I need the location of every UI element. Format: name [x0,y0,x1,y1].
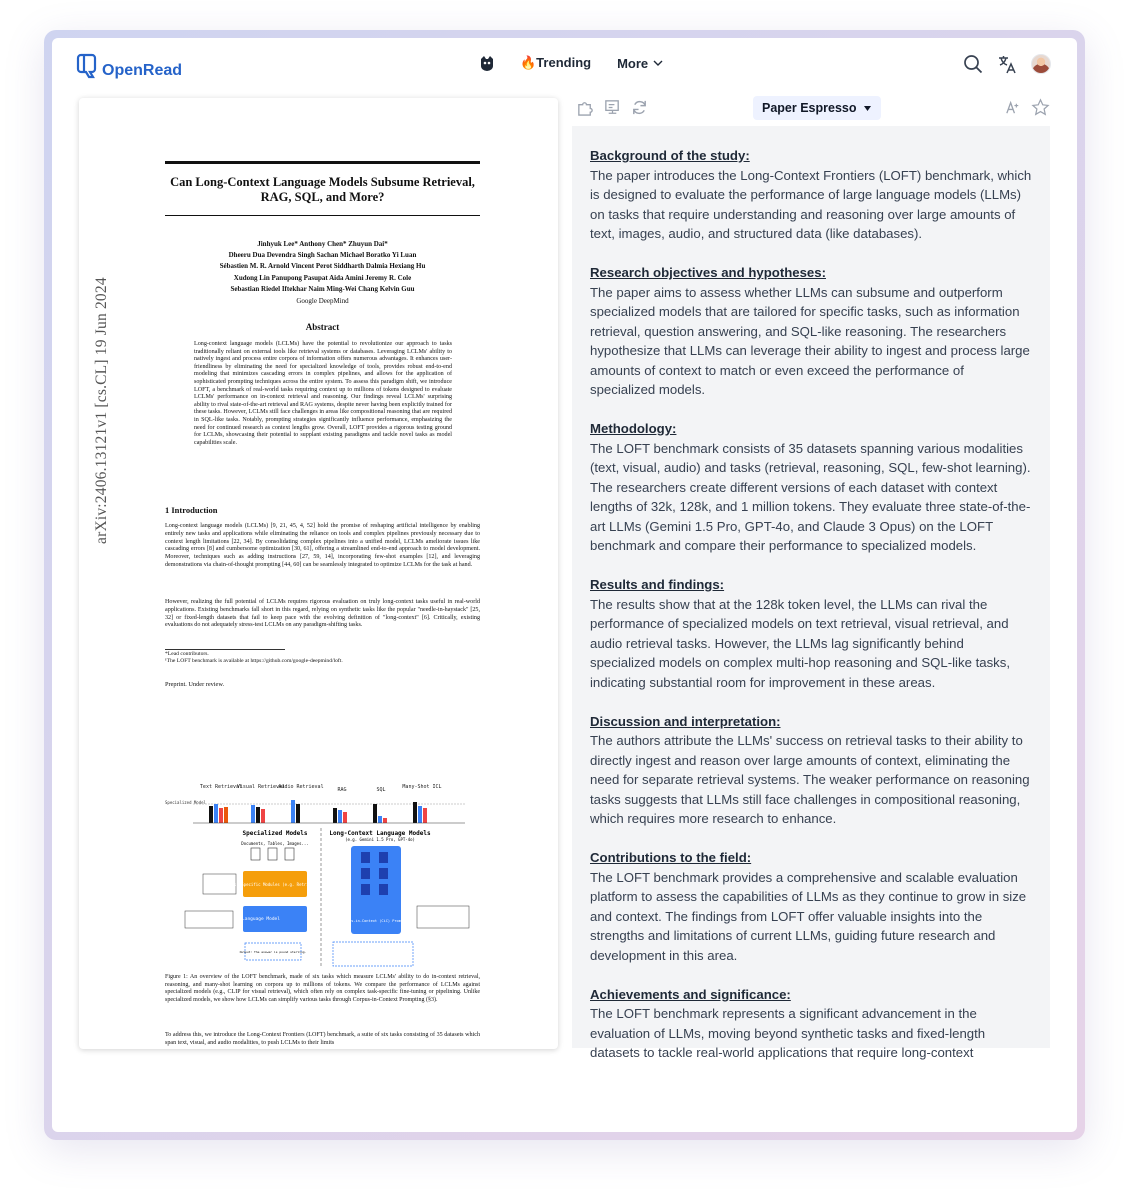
paper-title: Can Long-Context Language Models Subsume Retrieval, RAG, SQL, and More? [170,175,475,204]
abstract-text: Long-context language models (LCLMs) have the potential to revolutionize our approach to tasks traditionally reliant on external tools like retrieval systems or databases. Leveraging LCLMs' ability to natively ingest and process entire corpora of information offers numerous advantages. It enhances user-friendliness by eliminating the need for specialized knowledge of tools, provides robust end-to-end modeling that minimizes cascading errors in complex pipelines, and allows for the application of sophisticated prompting techniques across the entire system. To assess this paradigm shift, we introduce LOFT, a benchmark of real-world tasks requiring context up to millions of tokens designed to evaluate LCLMs' performance on in-context retrieval and reasoning. Our findings reveal LCLMs' surprising ability to rival state-of-the-art retrieval and RAG systems, despite never having been explicitly trained for these tasks. However, LCLMs still face challenges in areas like compositional reasoning that are required in SQL-like tasks. Notably, prompting strategies significantly influence performance, emphasizing the need for continued research as context lengths grow. Overall, LOFT provides a rigorous testing ground for LCLMs, showcasing their potential to supplant existing paradigms and tackle novel tasks as model capabilities scale. [194,341,452,446]
figure-1 [165,778,480,968]
summary-mode-select[interactable] [753,96,881,120]
summary-section-heading: Background of the study: [590,148,750,163]
figure-group-label: Many-Shot ICL [402,784,442,790]
chevron-down-icon [651,56,665,70]
paper-authors [165,239,480,295]
translate-icon[interactable] [997,54,1017,74]
figure-group-label: Text Retrieval [199,784,243,790]
mascot-icon [478,54,496,72]
summary-section-heading: Results and findings: [590,577,725,592]
footnote: ¹The LOFT benchmark is available at https://github.com/google-deepmind/loft. [165,658,343,664]
nav-home-mascot[interactable] [478,54,496,72]
header-actions [963,54,1051,74]
toolbar-left-actions [576,98,649,117]
summary-section-body: The paper introduces the Long-Context Frontiers (LOFT) benchmark, which is designed to evaluate the performance of large language models (LLMs) on tasks that require understanding and reasoning over large amounts of text, images, audio, and structured data (like databases). [590,167,1032,241]
figure-right-title: Long-Context Language Models [329,830,431,837]
paper-affiliation: Google DeepMind [296,297,349,305]
summary-section [590,419,1032,556]
search-icon[interactable] [963,54,983,74]
summary-section-heading: Discussion and interpretation: [590,713,781,729]
figure-docs-label: Documents, Tables, Images... [241,841,309,846]
nav-more-label: More [617,55,649,71]
body-paragraph: To address this, we introduce the Long-Context Frontiers (LOFT) benchmark, a suite of six tasks consisting of 35 datasets which span text, visual, and audio modalities, to push LCLMs to their limits [165,1032,480,1046]
figure-cic-label: Corpus-in-Context (CiC) Prompting [340,919,412,923]
author-line: Sébastien M. R. Arnold Vincent Perot Siddharth Dalmia Hexiang Hu [219,262,426,271]
summary-section-body: The LOFT benchmark represents a significant advancement in the evaluation of LLMs, moving beyond synthetic tasks and fixed-length datasets to tackle real-world applications that require long-context [590,1006,986,1060]
summary-section [590,985,1032,1063]
figure-output-left: Output: The answer is pound sterling. [239,950,307,954]
summary-section-body: The results show that at the 128k token level, the LLMs can rival the performance of specialized models on text retrieval, visual retrieval, and audio retrieval tasks. However, the LLMs lag significantly behind specialized models on complex multi-hop reasoning and SQL-like tasks, indicating substantial room for improvement in these areas. [590,596,1011,690]
summary-section-heading: Achievements and significance: [590,986,791,1002]
figure-group-label: Visual Retrieval [236,784,286,790]
openread-logo[interactable] [78,52,182,80]
puzzle-icon[interactable] [576,98,595,117]
summary-section [590,575,1032,692]
figure-group-label: RAG [337,787,347,793]
presentation-icon[interactable] [603,98,622,117]
summary-section [590,263,1032,400]
footnote-rule [165,649,285,650]
author-line: Xudong Lin Panupong Pasupat Aida Amini Jeremy R. Cole [233,273,412,282]
figure-group-label: Audio Retrieval [278,784,324,790]
summary-section-body: The paper aims to assess whether LLMs can subsume and outperform specialized models that are tailored for specific tasks, such as information retrieval, question answering, and SQL-like reasoning. The researchers hypothesize that LLMs can leverage their ability to ingest and process large amounts of context to match or even exceed the performance of specialized models. [590,284,1030,397]
figure-bars [209,800,427,823]
summary-panel[interactable] [572,126,1050,1060]
main-nav [478,54,665,72]
app-name: OpenRead [102,62,183,79]
figure-group-label: SQL [376,787,386,793]
summary-section [590,712,1032,829]
summary-section-body: The LOFT benchmark consists of 35 datasets spanning various modalities (text, visual, audio) and tasks (retrieval, reasoning, SQL, few-shot learning). The researchers create different versions of each dataset with context lengths of 32k, 128k, and 1 million tokens. They evaluate three state-of-the-art LLMs (Gemini 1.5 Pro, GPT-4o, and Claude 3 Opus) on the LOFT benchmark and compare their performance to specialized models. [590,440,1031,553]
summary-section-heading: Contributions to the field: [590,850,752,865]
abstract-heading: Abstract [305,322,340,332]
author-line: Dheeru Dua Devendra Singh Sachan Michael Boratko Yi Luan [228,251,417,260]
pdf-viewer[interactable] [79,98,558,1049]
refresh-icon[interactable] [630,98,649,117]
figure-lm-label: Language Model [242,917,280,922]
summary-section [590,146,1032,244]
app-window [52,38,1077,1132]
footnotes [165,651,480,665]
figure-retriever-label: Task-Specific Modules (e.g. Retriever) [229,882,321,887]
summary-section [590,848,1032,965]
summary-section-heading: Methodology: [590,421,677,436]
star-icon[interactable] [1031,98,1050,117]
openread-logo-icon [78,53,98,79]
summary-toolbar [572,96,1050,124]
summary-section-body: The LOFT benchmark provides a comprehensive and scalable evaluation platform to assess the capabilities of LLMs as they continue to grow in size and context. The findings from LOFT offer valuable insights into the strengths and limitations of current LLMs, guiding future research and development in this area. [590,869,1027,963]
summary-section-heading: Research objectives and hypotheses: [590,265,826,280]
intro-paragraph-2: However, realizing the full potential of LCLMs requires rigorous evaluation on truly long-context tasks useful in real-world applications. Existing benchmarks fall short in this regard, relying on synthetic tasks like the popular "needle-in-haystack" [25, 32] or fixed-length datasets that fail to keep pace with the evolving definition of "long-context" [6]. Critically, existing evaluations do not adequately stress-test LCLMs on any paradigm-shifting tasks. [165,599,480,629]
nav-more[interactable] [617,56,665,71]
top-header [52,38,1077,96]
nav-trending[interactable]: 🔥Trending [520,55,592,70]
figure-legend-label: Specialized Model [165,800,206,805]
arxiv-identifier: arXiv:2406.13121v1 [cs.CL] 19 Jun 2024 [93,277,110,544]
section-heading: 1 Introduction [165,505,218,515]
author-line: Sebastian Riedel Iftekhar Naim Ming-Wei Chang Kelvin Guu [230,284,415,293]
title-rule-top [165,161,480,164]
preprint-note: Preprint. Under review. [165,681,225,688]
figure-caption: Figure 1: An overview of the LOFT benchmark, made of six tasks which measure LCLMs' ability to do in-context retrieval, reasoning, and many-shot learning on corpora up to millions of tokens. We compare the performance of LCLMs against specialized models (e.g., CLIP for visual retrieval), which often rely on complex task-specific fine-tuning or pipelining. Unlike specialized models, we show how LCLMs can simplify various tasks through Corpus-in-Context Prompting (§3). [165,974,480,1003]
figure-right-subtitle: (e.g. Gemini 1.5 Pro, GPT-4o) [345,837,415,842]
summary-section-body: The authors attribute the LLMs' success on retrieval tasks to their ability to directly ingest and reason over large amounts of context, eliminating the need for separate retrieval systems. The weaker performance on reasoning tasks suggests that LLMs still face challenges in compositional reasoning, which requires more research to enhance. [590,733,1030,826]
toolbar-right-actions [1004,98,1050,117]
title-rule-bottom [165,215,480,216]
intro-paragraph-1: Long-context language models (LCLMs) [9, 21, 45, 4, 52] hold the promise of reshaping artificial intelligence by enabling entirely new tasks and applications while eliminating the reliance on tools and complex pipelines previously necessary due to context length limitations [22, 34]. By consolidating complex pipelines into a unified model, LCLMs ameliorate issues like cascading errors [8] and cumbersome optimization [30, 61], offering a streamlined end-to-end approach to model development. Moreover, techniques such as adding instructions [27, 59, 14], incorporating few-shot examples [12], and leveraging demonstrations via chain-of-thought prompting [44, 60] can be seamlessly integrated to optimize LCLMs for the task at hand. [165,523,480,568]
font-size-icon[interactable] [1004,98,1023,117]
user-avatar[interactable] [1031,54,1051,74]
summary-mode-label: Paper Espresso [762,101,857,115]
caret-down-icon [863,104,872,113]
figure-left-title: Specialized Models [242,830,308,837]
footnote: *Lead contributors. [165,651,209,657]
author-line: Jinhyuk Lee* Anthony Chen* Zhuyun Dai* [257,240,388,248]
